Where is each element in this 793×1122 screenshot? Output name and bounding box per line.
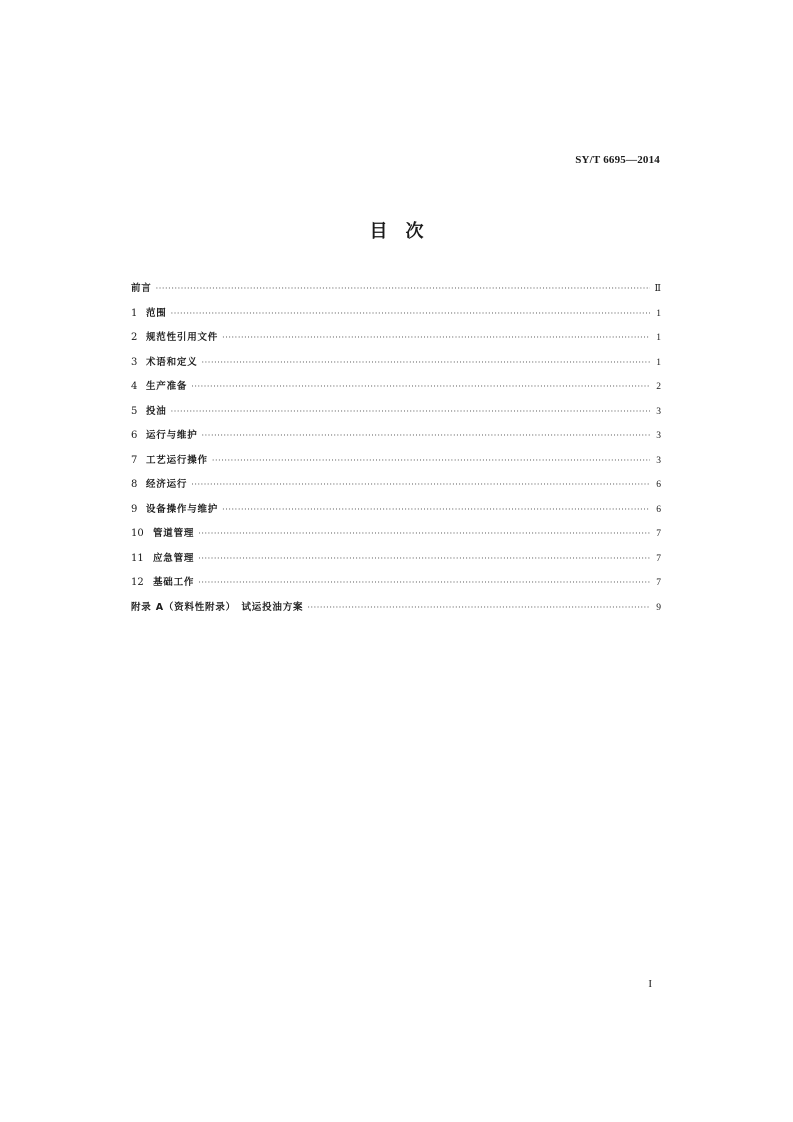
toc-leader-dots: [307, 603, 650, 612]
toc-leader-dots: [222, 333, 650, 342]
toc-page-number: 9: [656, 602, 661, 613]
toc-page-number: 7: [656, 578, 661, 588]
standard-code: SY/T 6695—2014: [575, 154, 660, 166]
toc-section-number: 6: [131, 430, 138, 441]
toc-label: 投油: [146, 405, 167, 417]
toc-leader-dots: [171, 407, 650, 416]
toc-label: 经济运行: [146, 479, 188, 490]
toc-page-number: 1: [656, 333, 661, 343]
toc-page-number: 3: [656, 455, 661, 466]
toc-leader-dots: [191, 382, 650, 391]
toc-page-number: Ⅱ: [654, 284, 661, 294]
toc-entry-2[interactable]: [131, 329, 661, 354]
toc-page-number: 6: [656, 480, 661, 490]
toc-label: 范围: [146, 307, 167, 319]
toc-entry-12[interactable]: [131, 574, 661, 599]
toc-leader-dots: [198, 578, 650, 587]
toc-section-number: 9: [131, 503, 138, 515]
toc-label: 设备操作与维护: [146, 503, 219, 515]
toc-section-number: 12: [131, 577, 144, 588]
toc-label: 规范性引用文件: [146, 332, 219, 343]
toc-label: 前言: [131, 283, 152, 294]
toc-section-number: 1: [131, 307, 138, 319]
toc-entry-11[interactable]: [131, 550, 661, 575]
toc-section-number: 5: [131, 405, 138, 417]
toc-leader-dots: [202, 358, 650, 367]
toc-page-number: 2: [656, 382, 661, 392]
toc-label: 工艺运行操作: [146, 454, 208, 466]
toc-entry-appendix-a[interactable]: [131, 599, 661, 624]
toc-leader-dots: [202, 431, 650, 440]
toc-entry-7[interactable]: [131, 452, 661, 477]
toc-entry-4[interactable]: [131, 378, 661, 403]
toc-page-number: 7: [656, 553, 661, 564]
toc-leader-dots: [198, 554, 650, 563]
toc-label: 基础工作: [153, 577, 195, 588]
toc-page-number: 1: [656, 357, 661, 368]
toc-leader-dots: [212, 456, 650, 465]
toc-leader-dots: [171, 309, 650, 318]
page-title: 目 次: [369, 221, 424, 242]
toc-leader-dots: [222, 505, 650, 514]
toc-leader-dots: [198, 529, 650, 538]
toc-entry-8[interactable]: [131, 476, 661, 501]
toc-entry-9[interactable]: [131, 501, 661, 526]
toc-section-number: 3: [131, 356, 138, 368]
toc-label: 运行与维护: [146, 430, 198, 441]
toc-leader-dots: [156, 284, 650, 293]
page-number: I: [648, 978, 652, 990]
toc-entry-10[interactable]: [131, 525, 661, 550]
toc-label: 附录 A（资料性附录） 试运投油方案: [131, 601, 304, 613]
toc-section-number: 7: [131, 454, 138, 466]
toc-section-number: 8: [131, 479, 138, 490]
toc-entry-5[interactable]: [131, 403, 661, 428]
toc-page-number: 7: [656, 529, 661, 539]
toc-label: 生产准备: [146, 381, 188, 392]
toc-label: 应急管理: [153, 552, 195, 564]
toc-section-number: 10: [131, 528, 144, 539]
toc-page-number: 3: [656, 431, 661, 441]
toc-entry-6[interactable]: [131, 427, 661, 452]
toc-entry-3[interactable]: [131, 354, 661, 379]
toc-page-number: 3: [656, 406, 661, 417]
toc-label: 管道管理: [153, 528, 195, 539]
table-of-contents: [131, 280, 661, 623]
toc-entry-foreword[interactable]: [131, 280, 661, 305]
toc-page-number: 1: [656, 308, 661, 319]
toc-section-number: 11: [131, 552, 144, 564]
toc-label: 术语和定义: [146, 356, 198, 368]
toc-section-number: 2: [131, 332, 138, 343]
toc-leader-dots: [191, 480, 650, 489]
toc-page-number: 6: [656, 504, 661, 515]
toc-entry-1[interactable]: [131, 305, 661, 330]
toc-section-number: 4: [131, 381, 138, 392]
